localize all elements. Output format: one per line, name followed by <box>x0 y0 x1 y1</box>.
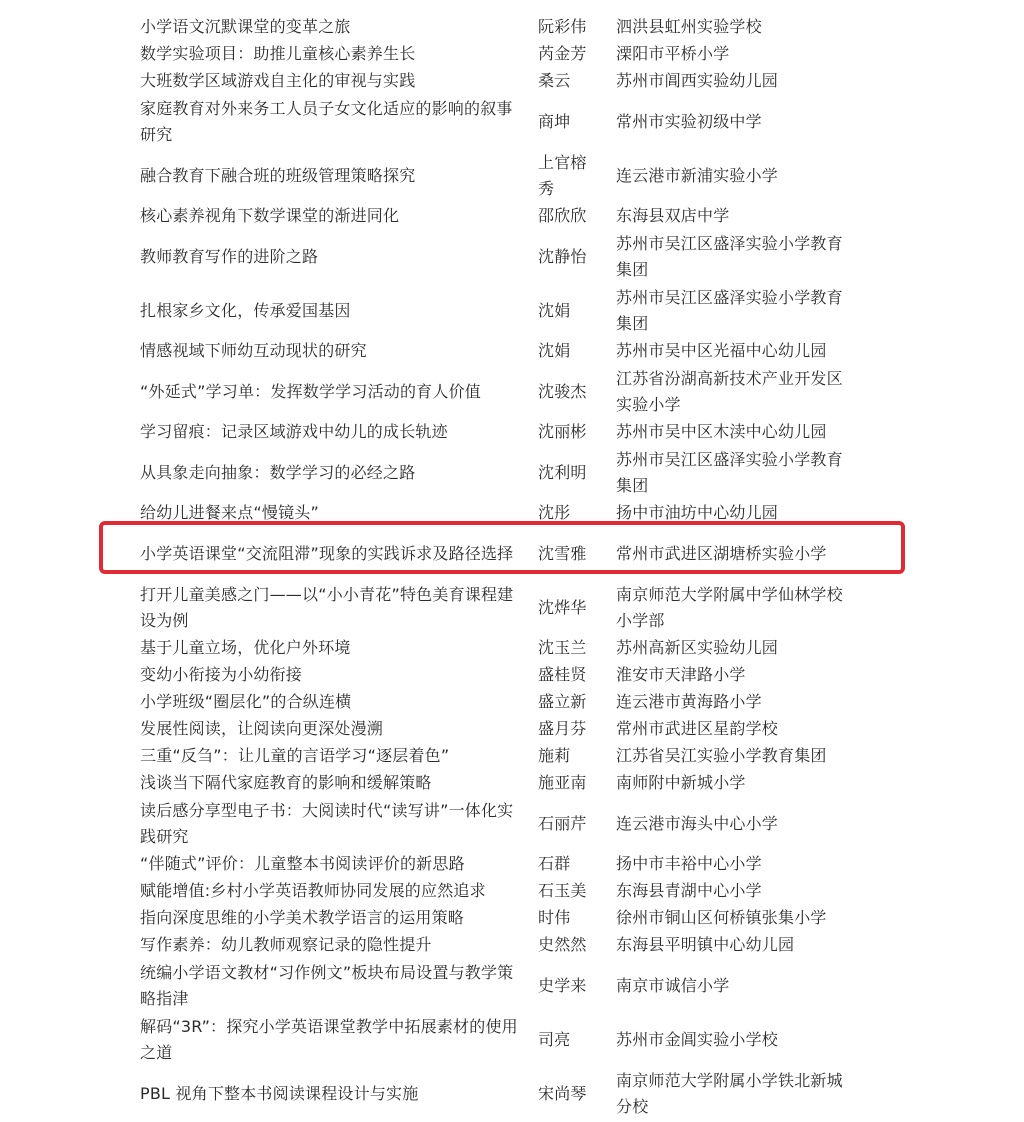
table-row <box>0 905 1024 932</box>
paper-title: 统编小学语文教材“习作例文”板块布局设置与教学策略指津 <box>140 962 514 1008</box>
paper-author: 沈丽彬 <box>538 422 587 442</box>
table-row <box>0 149 1024 203</box>
paper-title: 打开儿童美感之门——以“小小青花”特色美育课程建设为例 <box>140 584 514 630</box>
paper-title: 扎根家乡文化，传承爱国基因 <box>140 300 351 320</box>
table-row <box>0 14 1024 41</box>
paper-school: 南师附中新城小学 <box>616 773 746 793</box>
table-row <box>0 1013 1024 1067</box>
paper-title: 变幼小衔接为小幼衔接 <box>140 665 303 685</box>
paper-title: 家庭教育对外来务工人员子女文化适应的影响的叙事研究 <box>140 98 513 144</box>
paper-school: 常州市武进区湖塘桥实验小学 <box>616 543 827 563</box>
paper-school: 扬中市油坊中心幼儿园 <box>616 503 779 523</box>
table-row <box>0 797 1024 851</box>
paper-title: 给幼儿进餐来点“慢镜头” <box>140 503 319 523</box>
paper-author: 沈彤 <box>538 503 571 523</box>
paper-school: 苏州市金阊实验小学校 <box>616 1029 779 1049</box>
paper-title: 从具象走向抽象：数学学习的必经之路 <box>140 462 416 482</box>
paper-author: 史然然 <box>538 935 587 955</box>
paper-author: 沈玉兰 <box>538 638 587 658</box>
paper-author: 司亮 <box>538 1029 571 1049</box>
table-row <box>0 95 1024 149</box>
paper-author: 沈烨华 <box>538 597 587 617</box>
paper-author: 芮金芳 <box>538 44 587 64</box>
paper-school: 苏州市吴江区盛泽实验小学教育集团 <box>616 287 843 333</box>
table-row <box>0 878 1024 905</box>
paper-school: 南京师范大学附属中学仙林学校小学部 <box>616 584 843 630</box>
table-row <box>0 203 1024 230</box>
table-row <box>0 365 1024 419</box>
paper-title: PBL 视角下整本书阅读课程设计与实施 <box>140 1083 419 1103</box>
paper-school: 常州市武进区星韵学校 <box>616 719 779 739</box>
table-row <box>0 527 1024 581</box>
table-row <box>0 419 1024 446</box>
paper-school: 江苏省吴江实验小学教育集团 <box>616 746 827 766</box>
paper-school: 泗洪县虹州实验学校 <box>616 17 762 37</box>
paper-school: 苏州市吴中区光福中心幼儿园 <box>616 341 827 361</box>
paper-author: 史学来 <box>538 975 587 995</box>
paper-author: 盛月芬 <box>538 719 587 739</box>
paper-author: 施莉 <box>538 746 571 766</box>
table-row <box>0 284 1024 338</box>
paper-title: 小学语文沉默课堂的变革之旅 <box>140 17 351 37</box>
paper-school: 苏州市阊西实验幼儿园 <box>616 71 779 91</box>
paper-author: 石丽芹 <box>538 813 587 833</box>
paper-school: 东海县青湖中心小学 <box>616 881 762 901</box>
table-row <box>0 959 1024 1013</box>
paper-title: 教师教育写作的进阶之路 <box>140 246 319 266</box>
paper-title: 发展性阅读，让阅读向更深处漫溯 <box>140 719 384 739</box>
paper-author: 宋尚琴 <box>538 1083 587 1103</box>
table-row <box>0 446 1024 500</box>
paper-school: 淮安市天津路小学 <box>616 665 746 685</box>
paper-author: 施亚南 <box>538 773 587 793</box>
paper-school: 连云港市黄海路小学 <box>616 692 762 712</box>
table-row <box>0 932 1024 959</box>
table-row <box>0 41 1024 68</box>
paper-author: 沈静怡 <box>538 246 587 266</box>
paper-title: 指向深度思维的小学美术教学语言的运用策略 <box>140 908 465 928</box>
paper-title: “外延式”学习单：发挥数学学习活动的育人价值 <box>140 381 481 401</box>
paper-title: 情感视域下师幼互动现状的研究 <box>140 341 367 361</box>
table-row <box>0 662 1024 689</box>
paper-school: 东海县双店中学 <box>616 206 730 226</box>
paper-school: 南京市诚信小学 <box>616 975 730 995</box>
paper-author: 桑云 <box>538 71 571 91</box>
paper-title: 大班数学区域游戏自主化的审视与实践 <box>140 71 416 91</box>
paper-author: 沈娟 <box>538 341 571 361</box>
paper-author: 阮彩伟 <box>538 17 587 37</box>
table-row <box>0 689 1024 716</box>
paper-school: 溧阳市平桥小学 <box>616 44 730 64</box>
paper-author: 盛桂贤 <box>538 665 587 685</box>
paper-title: 数学实验项目：助推儿童核心素养生长 <box>140 44 416 64</box>
paper-school: 江苏省汾湖高新技术产业开发区实验小学 <box>616 368 843 414</box>
paper-title: “伴随式”评价：儿童整本书阅读评价的新思路 <box>140 854 465 874</box>
table-row <box>0 635 1024 662</box>
table-row <box>0 716 1024 743</box>
table-row <box>0 68 1024 95</box>
paper-author: 商坤 <box>538 111 571 131</box>
table-row <box>0 500 1024 527</box>
paper-school: 南京师范大学附属小学铁北新城分校 <box>616 1070 843 1116</box>
paper-school: 常州市实验初级中学 <box>616 111 762 131</box>
table-row <box>0 230 1024 284</box>
paper-school: 东海县平明镇中心幼儿园 <box>616 935 795 955</box>
paper-school: 苏州市吴中区木渎中心幼儿园 <box>616 422 827 442</box>
paper-title: 融合教育下融合班的班级管理策略探究 <box>140 165 416 185</box>
paper-author: 石玉美 <box>538 881 587 901</box>
paper-school: 扬中市丰裕中心小学 <box>616 854 762 874</box>
paper-school: 徐州市铜山区何桥镇张集小学 <box>616 908 827 928</box>
paper-author: 时伟 <box>538 908 571 928</box>
paper-title: 写作素养：幼儿教师观察记录的隐性提升 <box>140 935 432 955</box>
paper-author: 上官榕秀 <box>538 152 587 198</box>
table-row <box>0 851 1024 878</box>
table-row <box>0 743 1024 770</box>
paper-title: 基于儿童立场，优化户外环境 <box>140 638 351 658</box>
paper-title: 解码“3R”：探究小学英语课堂教学中拓展素材的使用之道 <box>140 1016 518 1062</box>
paper-author: 沈雪雅 <box>538 543 587 563</box>
paper-title: 读后感分享型电子书：大阅读时代“读写讲”一体化实践研究 <box>140 800 514 846</box>
paper-author: 沈娟 <box>538 300 571 320</box>
table-row <box>0 1067 1024 1121</box>
paper-author: 石群 <box>538 854 571 874</box>
paper-school: 苏州市吴江区盛泽实验小学教育集团 <box>616 449 843 495</box>
paper-author: 沈利明 <box>538 462 587 482</box>
paper-title: 学习留痕：记录区域游戏中幼儿的成长轨迹 <box>140 422 448 442</box>
paper-author: 沈骏杰 <box>538 381 587 401</box>
paper-title: 核心素养视角下数学课堂的渐进同化 <box>140 206 400 226</box>
paper-title: 小学班级“圈层化”的合纵连横 <box>140 692 352 712</box>
table-row <box>0 581 1024 635</box>
paper-title: 小学英语课堂“交流阻滞”现象的实践诉求及路径选择 <box>140 543 514 563</box>
table-row <box>0 770 1024 797</box>
paper-title: 三重“反刍”：让儿童的言语学习“逐层着色” <box>140 746 450 766</box>
paper-school: 连云港市海头中心小学 <box>616 813 779 833</box>
table-row <box>0 338 1024 365</box>
paper-school: 连云港市新浦实验小学 <box>616 165 779 185</box>
paper-author: 邵欣欣 <box>538 206 587 226</box>
paper-school: 苏州高新区实验幼儿园 <box>616 638 779 658</box>
paper-school: 苏州市吴江区盛泽实验小学教育集团 <box>616 233 843 279</box>
award-list-table <box>0 14 1024 1121</box>
paper-title: 浅谈当下隔代家庭教育的影响和缓解策略 <box>140 773 432 793</box>
paper-author: 盛立新 <box>538 692 587 712</box>
paper-title: 赋能增值:乡村小学英语教师协同发展的应然追求 <box>140 881 486 901</box>
